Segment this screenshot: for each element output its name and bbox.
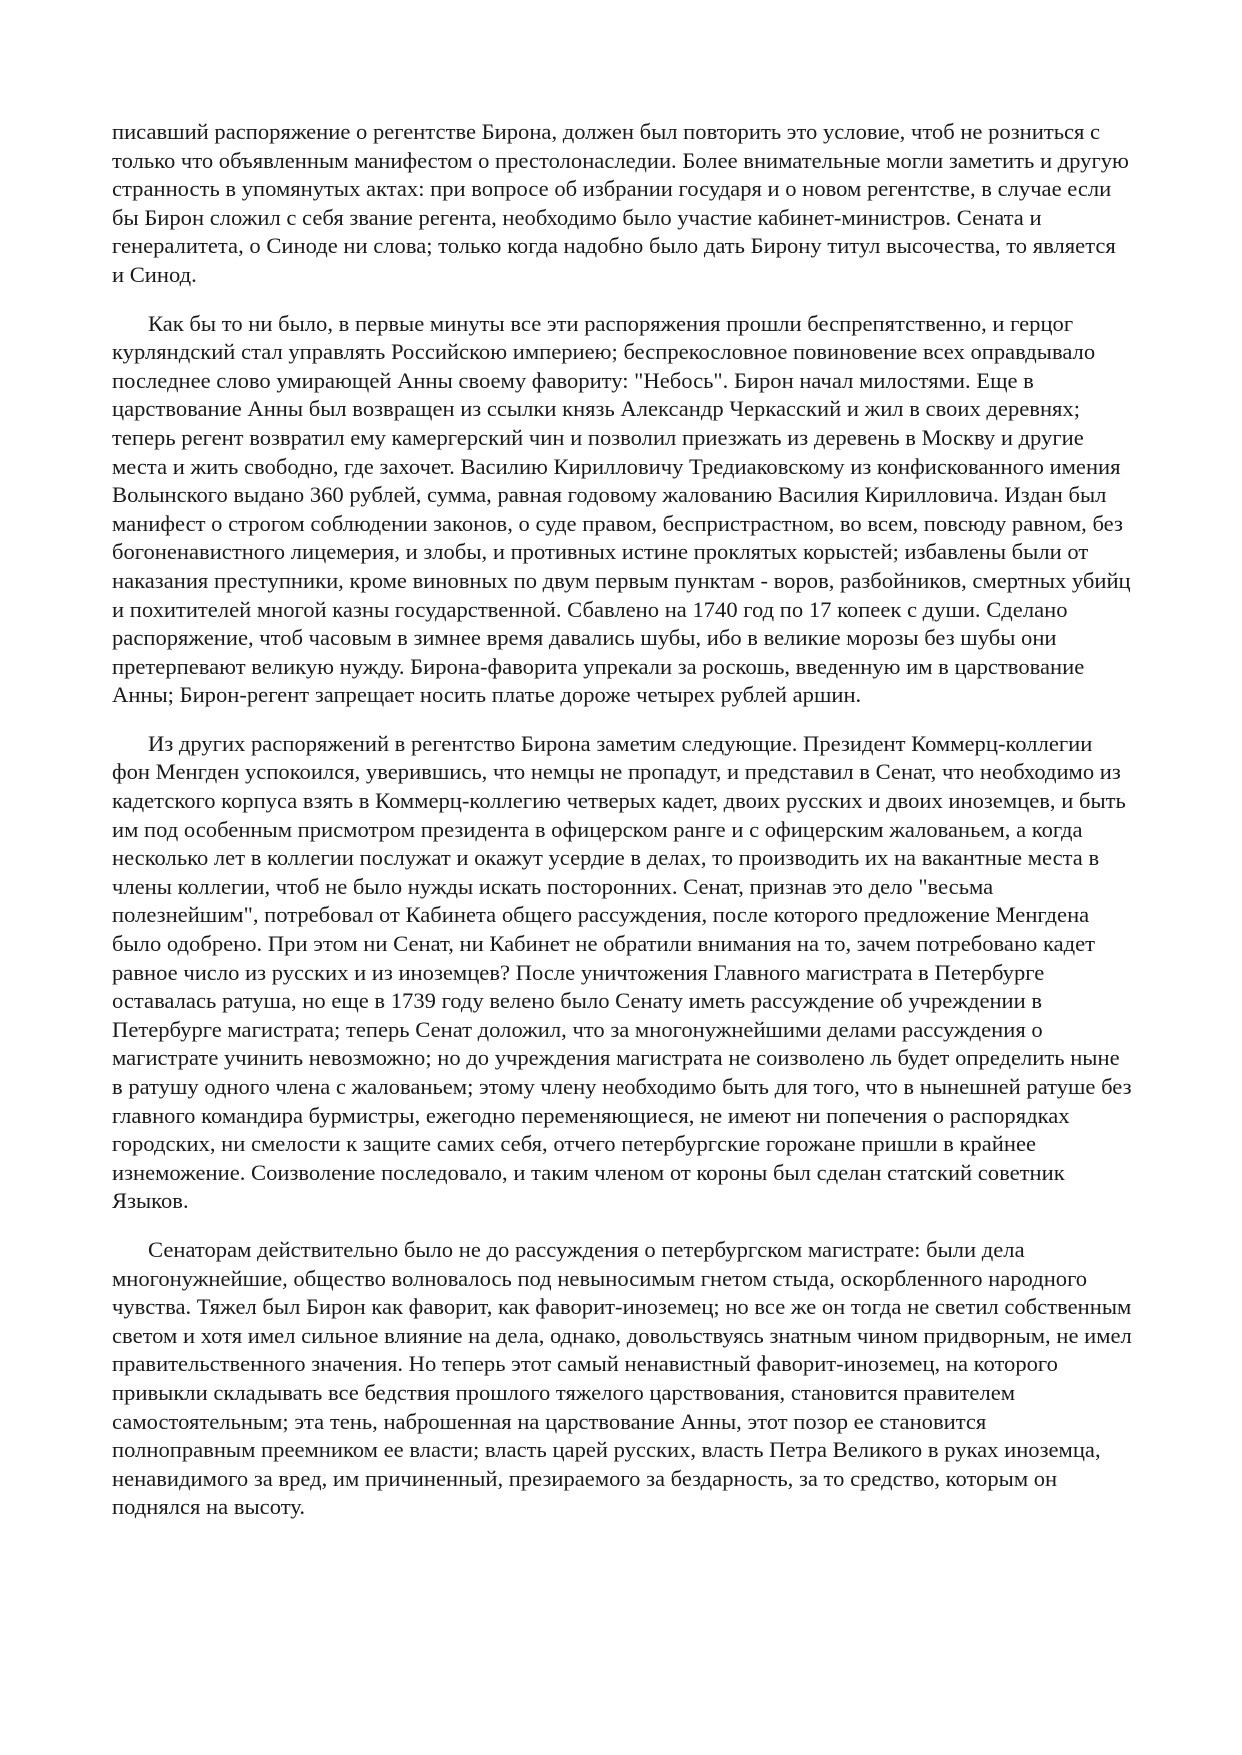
document-body xyxy=(112,118,1132,1542)
paragraph-4: Сенаторам действительно было не до рассуждения о петербургском магистрате: были дела многонужнейшие, общество волновалось под невыносимым гнетом стыда, оскорбленного народного чувства. Тяжел был Бирон как фаворит, как фаворит-иноземец; но все же он тогда не светил собственным светом и хотя имел сильное влияние на дела, однако, довольствуясь знатным чином придворным, не имел правительственного значения. Но теперь этот самый ненавистный фаворит-иноземец, на которого привыкли складывать все бедствия прошлого тяжелого царствования, становится правителем самостоятельным; эта тень, наброшенная на царствование Анны, этот позор ее становится полноправным преемником ее власти; власть царей русских, власть Петра Великого в руках иноземца, ненавидимого за вред, им причиненный, презираемого за бездарность, за то средство, которым он поднялся на высоту. xyxy=(112,1236,1132,1520)
paragraph-3: Из других распоряжений в регентство Бирона заметим следующие. Президент Коммерц-коллегии фон Менгден успокоился, уверившись, что немцы не пропадут, и представил в Сенат, что необходимо из кадетского корпуса взять в Коммерц-коллегию четверых кадет, двоих русских и двоих иноземцев, и быть им под особенным присмотром президента в офицерском ранге и с офицерским жалованьем, а когда несколько лет в коллегии послужат и окажут усердие в делах, то производить их на вакантные места в члены коллегии, чтоб не было нужды искать посторонних. Сенат, признав это дело "весьма полезнейшим", потребовал от Кабинета общего рассуждения, после которого предложение Менгдена было одобрено. При этом ни Сенат, ни Кабинет не обратили внимания на то, зачем потребовано кадет равное число из русских и из иноземцев? После уничтожения Главного магистрата в Петербурге оставалась ратуша, но еще в 1739 году велено было Сенату иметь рассуждение об учреждении в Петербурге магистрата; теперь Сенат доложил, что за многонужнейшими делами рассуждения о магистрате учинить невозможно; но до учреждения магистрата не соизволено ль будет определить ныне в ратушу одного члена с жалованьем; этому члену необходимо быть для того, что в нынешней ратуше без главного командира бурмистры, ежегодно переменяющиеся, не имеют ни попечения о распорядках городских, ни смелости к защите самих себя, отчего петербургские горожане пришли в крайнее изнеможение. Соизволение последовало, и таким членом от короны был сделан статский советник Языков. xyxy=(112,730,1132,1214)
paragraph-1: писавший распоряжение о регентстве Бирона, должен был повторить это условие, чтоб не розниться с только что объявленным манифестом о престолонаследии. Более внимательные могли заметить и другую странность в упомянутых актах: при вопросе об избрании государя и о новом регентстве, в случае если бы Бирон сложил с себя звание регента, необходимо было участие кабинет-министров. Сената и генералитета, о Синоде ни слова; только когда надобно было дать Бирону титул высочества, то является и Синод. xyxy=(112,119,1129,287)
paragraph-2: Как бы то ни было, в первые минуты все эти распоряжения прошли беспрепятственно, и герцог курляндский стал управлять Российскою империею; беспрекословное повиновение всех оправдывало последнее слово умирающей Анны своему фавориту: "Небось". Бирон начал милостями. Еще в царствование Анны был возвращен из ссылки князь Александр Черкасский и жил в своих деревнях; теперь регент возвратил ему камергерский чин и позволил приезжать из деревень в Москву и другие места и жить свободно, где захочет. Василию Кирилловичу Тредиаковскому из конфискованного имения Волынского выдано 360 рублей, сумма, равная годовому жалованию Василия Кирилловича. Издан был манифест о строгом соблюдении законов, о суде правом, беспристрастном, во всем, повсюду равном, без богоненавистного лицемерия, и злобы, и противных истине проклятых корыстей; избавлены были от наказания преступники, кроме виновных по двум первым пунктам - воров, разбойников, смертных убийц и похитителей многой казны государственной. Сбавлено на 1740 год по 17 копеек с души. Сделано распоряжение, чтоб часовым в зимнее время давались шубы, ибо в великие морозы без шубы они претерпевают великую нужду. Бирона-фаворита упрекали за роскошь, введенную им в царствование Анны; Бирон-регент запрещает носить платье дороже четырех рублей аршин. xyxy=(112,310,1131,708)
